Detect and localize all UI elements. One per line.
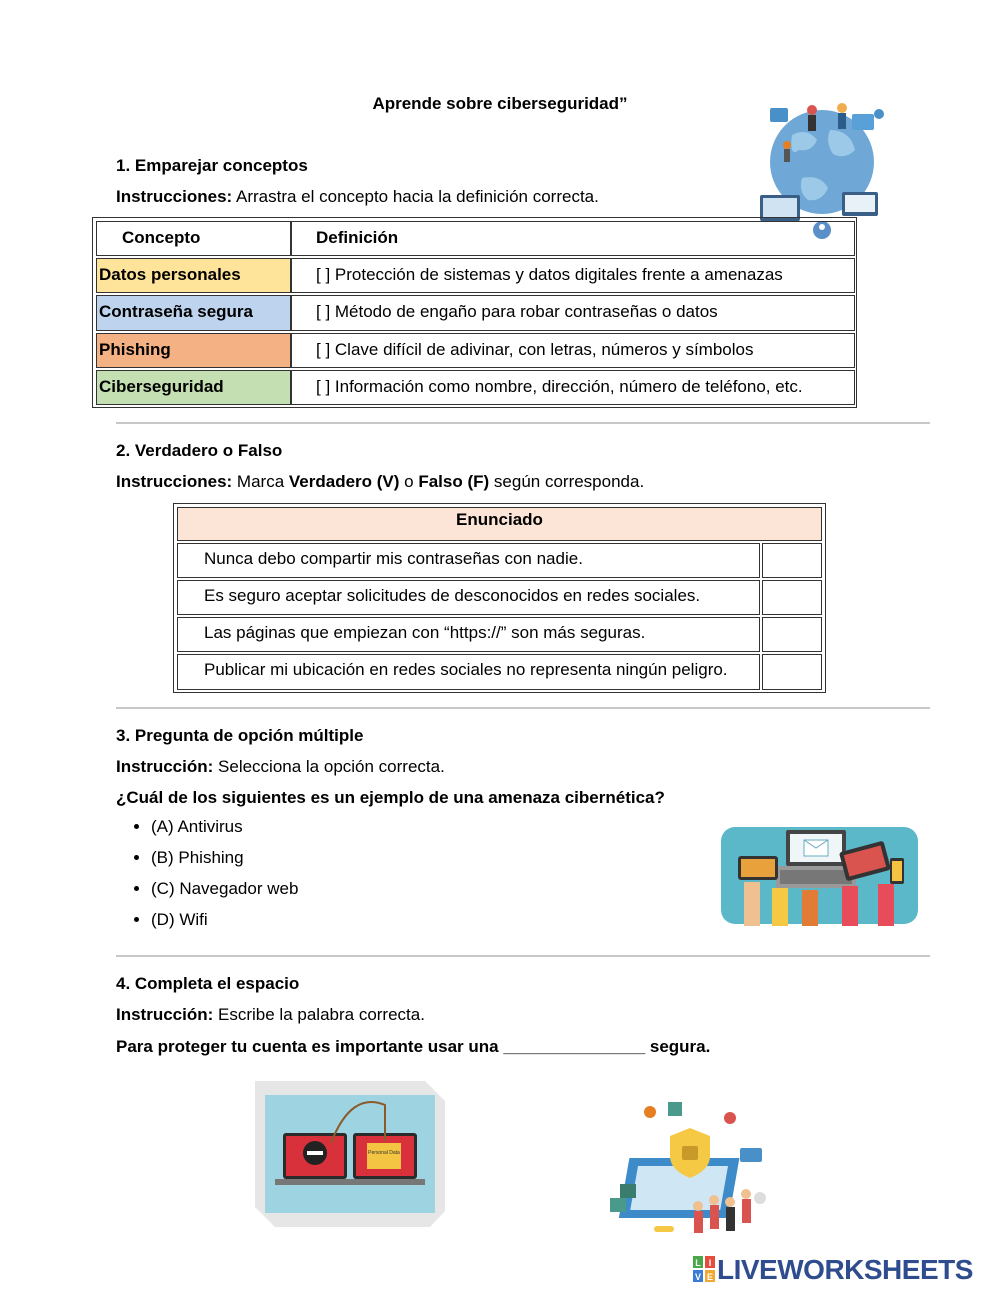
section-4-instructions <box>116 1005 425 1025</box>
liveworksheets-logo <box>693 1254 993 1286</box>
table-header-concept: Concepto <box>96 221 291 256</box>
false-label: Falso (F) <box>418 472 490 491</box>
logo-letter: V <box>694 1272 702 1282</box>
instructions-text: o <box>399 472 419 491</box>
logo-letter: E <box>706 1272 714 1282</box>
definition-drop-target[interactable]: [ ] Protección de sistemas y datos digitales frente a amenazas <box>291 258 855 293</box>
instructions-label: Instrucción: <box>116 1005 214 1024</box>
option-d[interactable]: • (D) Wifi <box>151 909 298 940</box>
section-4-heading: 4. Completa el espacio <box>116 974 300 993</box>
instructions-text: Selecciona la opción correcta. <box>213 757 445 776</box>
divider <box>116 707 930 709</box>
divider <box>116 422 930 424</box>
answer-input-3[interactable] <box>762 617 822 652</box>
definition-drop-target[interactable]: [ ] Información como nombre, dirección, número de teléfono, etc. <box>291 370 855 405</box>
answer-input-2[interactable] <box>762 580 822 615</box>
sentence-text: segura. <box>645 1037 711 1056</box>
definition-drop-target[interactable]: [ ] Método de engaño para robar contraseñas o datos <box>291 295 855 331</box>
option-c[interactable]: • (C) Navegador web <box>151 878 298 909</box>
definition-drop-target[interactable]: [ ] Clave difícil de adivinar, con letras, números y símbolos <box>291 333 855 368</box>
fill-in-sentence <box>116 1037 710 1057</box>
option-b[interactable]: • (B) Phishing <box>151 847 298 878</box>
answer-input-4[interactable] <box>762 654 822 690</box>
liveworksheets-logo-mark <box>693 1256 715 1282</box>
statement-cell: Es seguro aceptar solicitudes de desconocidos en redes sociales. <box>177 580 760 615</box>
section-1-instructions <box>116 187 599 207</box>
true-label: Verdadero (V) <box>288 472 400 491</box>
statement-cell: Las páginas que empiezan con “https://” son más seguras. <box>177 617 760 652</box>
divider <box>116 955 930 957</box>
concept-chip-phishing[interactable]: Phishing <box>96 333 291 368</box>
concept-chip-datos-personales[interactable]: Datos personales <box>96 258 291 293</box>
section-1-heading: 1. Emparejar conceptos <box>116 156 308 175</box>
sentence-text: Para proteger tu cuenta es importante usar una <box>116 1037 504 1056</box>
personal-data-label: Personal Data <box>368 1150 400 1156</box>
section-3-heading: 3. Pregunta de opción múltiple <box>116 726 364 745</box>
logo-letter: I <box>708 1258 712 1268</box>
section-2-heading: 2. Verdadero o Falso <box>116 441 283 460</box>
instructions-text: según corresponda. <box>489 472 645 491</box>
instructions-text: Escribe la palabra correcta. <box>213 1005 425 1024</box>
table-header-definition: Definición <box>291 221 855 256</box>
option-a[interactable]: • (A) Antivirus <box>151 816 298 847</box>
statement-cell: Publicar mi ubicación en redes sociales no representa ningún peligro. <box>177 654 760 690</box>
fill-blank-input[interactable]: _______________ <box>503 1037 646 1056</box>
instructions-text: Arrastra el concepto hacia la definición correcta. <box>232 187 599 206</box>
instructions-text: Marca <box>232 472 289 491</box>
concept-chip-ciberseguridad[interactable]: Ciberseguridad <box>96 370 291 405</box>
liveworksheets-wordmark: LIVEWORKSHEETS <box>717 1254 973 1285</box>
table-header-statement: Enunciado <box>177 507 822 541</box>
statement-cell: Nunca debo compartir mis contraseñas con nadie. <box>177 543 760 578</box>
question-text: ¿Cuál de los siguientes es un ejemplo de una amenaza cibernética? <box>116 788 665 807</box>
instructions-label: Instrucciones: <box>116 472 233 491</box>
phishing-illustration <box>255 1081 445 1227</box>
section-3-instructions <box>116 757 445 777</box>
instructions-label: Instrucción: <box>116 757 214 776</box>
instructions-label: Instrucciones: <box>116 187 233 206</box>
logo-letter: L <box>695 1258 701 1268</box>
options-list <box>116 816 298 940</box>
security-team-illustration <box>610 1098 785 1242</box>
section-2-instructions <box>116 472 644 492</box>
concept-chip-contrasena-segura[interactable]: Contraseña segura <box>96 295 291 331</box>
matching-table <box>92 217 857 408</box>
page-title: Aprende sobre ciberseguridad” <box>372 94 628 113</box>
true-false-table <box>173 503 826 693</box>
devices-hands-illustration <box>720 826 920 926</box>
answer-input-1[interactable] <box>762 543 822 578</box>
